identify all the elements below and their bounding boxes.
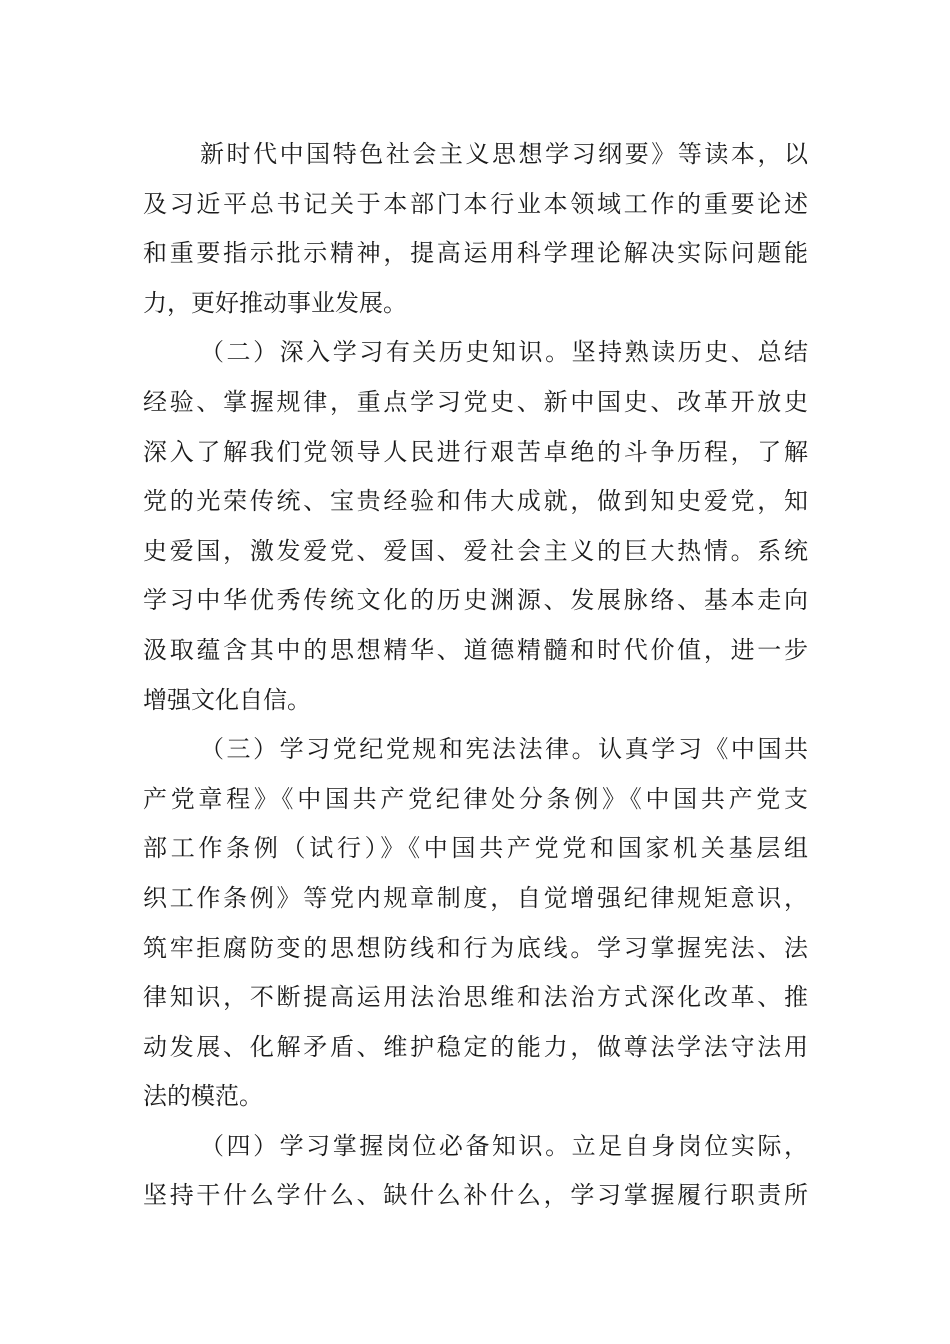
section-heading-line: （四）学习掌握岗位必备知识。立足自身岗位实际， [200,1131,808,1160]
text-line: 动发展、化解矛盾、维护稳定的能力，做尊法学法守法用 [143,1032,808,1061]
text-line: 坚持干什么学什么、缺什么补什么，学习掌握履行职责所 [143,1181,808,1210]
text-line: 新时代中国特色社会主义思想学习纲要》等读本，以 [200,140,808,168]
text-line: 织工作条例》等党内规章制度，自觉增强纪律规矩意识， [143,883,808,912]
text-line: 史爱国，激发爱党、爱国、爱社会主义的巨大热情。系统 [143,536,808,565]
text-line: 筑牢拒腐防变的思想防线和行为底线。学习掌握宪法、法 [143,933,808,962]
text-line: 增强文化自信。 [143,685,311,714]
text-line: 部工作条例（试行）》《中国共产党党和国家机关基层组 [143,834,808,863]
text-line: 汲取蕴含其中的思想精华、道德精髓和时代价值，进一步 [143,635,808,664]
text-line: 学习中华优秀传统文化的历史渊源、发展脉络、基本走向 [143,586,808,615]
paragraph-section-2 [143,328,808,725]
text-line: 律知识，不断提高运用法治思维和法治方式深化改革、推 [143,983,808,1012]
text-line: 深入了解我们党领导人民进行艰苦卓绝的斗争历程，了解 [143,437,808,466]
paragraph-section-4 [143,1122,808,1221]
text-line: 经验、掌握规律，重点学习党史、新中国史、改革开放史 [143,387,808,416]
text-line: 党的光荣传统、宝贵经验和伟大成就，做到知史爱党，知 [143,487,808,516]
text-line: 产党章程》《中国共产党纪律处分条例》《中国共产党支 [143,784,808,813]
text-line: 力，更好推动事业发展。 [143,288,407,317]
text-line: 及习近平总书记关于本部门本行业本领域工作的重要论述 [143,189,808,218]
text-line: 和重要指示批示精神，提高运用科学理论解决实际问题能 [143,239,808,268]
paragraph-continuation [143,130,808,328]
section-heading-line: （二）深入学习有关历史知识。坚持熟读历史、总结 [200,338,808,367]
paragraph-section-3 [143,725,808,1122]
text-line: 法的模范。 [143,1082,263,1111]
section-heading-line: （三）学习党纪党规和宪法法律。认真学习《中国共 [200,735,808,764]
document-body [143,130,808,1221]
